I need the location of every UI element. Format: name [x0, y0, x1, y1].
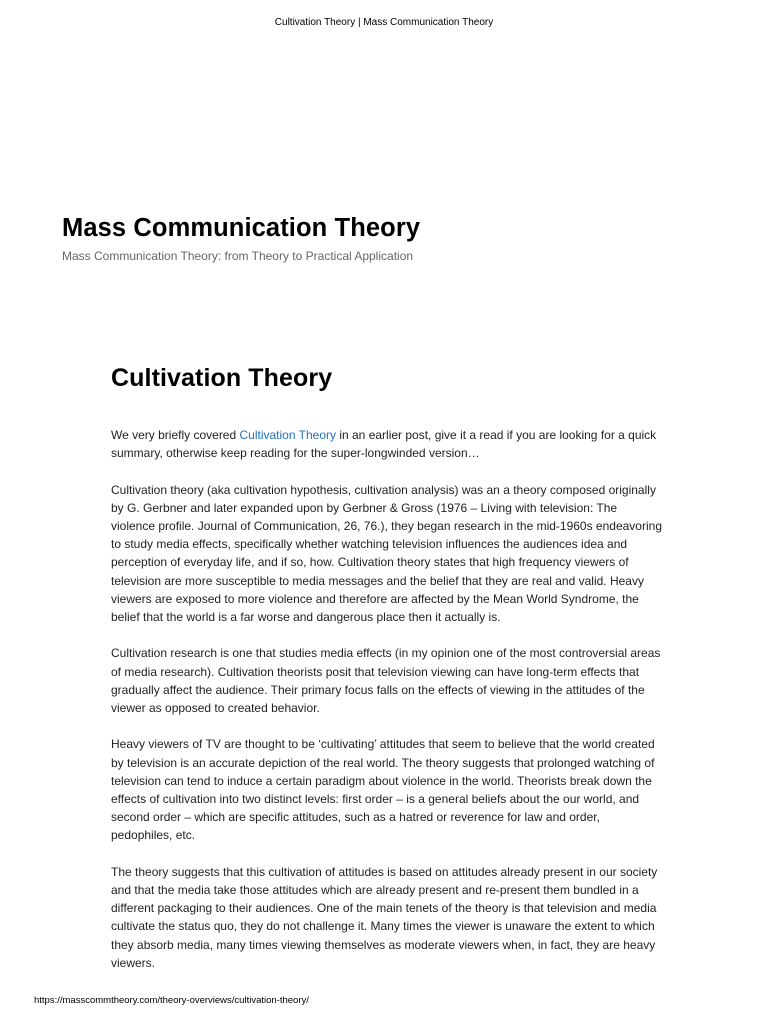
intro-text-before-link: We very briefly covered — [111, 428, 240, 442]
site-tagline: Mass Communication Theory: from Theory to Practical Application — [62, 249, 414, 263]
article-paragraph: Heavy viewers of TV are thought to be ‘cultivating’ attitudes that seem to believe that the world created by television is an accurate depiction of the real world. The theory suggests that prolonged watching of television can tend to induce a certain paradigm about violence in the world. Theorists break down the effects of cultivation into two distinct levels: first order – is a general beliefs about the our world, and second order – which are specific attitudes, such as a hatred or reverence for law and order, pedophiles, etc. — [111, 737, 655, 843]
article-paragraph: Cultivation research is one that studies media effects (in my opinion one of the most controversial areas of media research). Cultivation theorists posit that television viewing can have long-term effects that gradually affect the audience. Their primary focus falls on the effects of viewing in the attitudes of the viewer as opposed to created behavior. — [111, 646, 661, 716]
cultivation-theory-link[interactable]: Cultivation Theory — [239, 428, 336, 442]
intro-text-after-link: in an earlier post, give it a read if you are looking for a quick summary, otherwise keep reading for the super-longwinded version… — [111, 428, 657, 461]
print-header: Cultivation Theory | Mass Communication Theory — [274, 17, 494, 28]
print-footer-url: https://masscommtheory.com/theory-overviews/cultivation-theory/ — [34, 995, 309, 1006]
article-title: Cultivation Theory — [111, 364, 333, 392]
article — [111, 364, 663, 990]
site-title[interactable]: Mass Communication Theory — [62, 214, 421, 242]
intro-paragraph — [111, 426, 663, 462]
article-paragraph: Cultivation theory (aka cultivation hypothesis, cultivation analysis) was an a theory composed originally by G. Gerbner and later expanded upon by Gerbner & Gross (1976 – Living with television: The violence profile. Journal of Communication, 26, 76.), they began research in the mid-1960s endeavoring to study media effects, specifically whether watching television influences the audiences idea and perception of everyday life, and if so, how. Cultivation theory states that high frequency viewers of television are more susceptible to media messages and the belief that they are real and valid. Heavy viewers are exposed to more violence and therefore are affected by the Mean World Syndrome, the belief that the world is a far worse and dangerous place then it actually is. — [111, 482, 662, 625]
article-paragraph: The theory suggests that this cultivation of attitudes is based on attitudes already present in our society and that the media take those attitudes which are already present and re-present them bundled in a different packaging to their audiences. One of the main tenets of the theory is that television and media cultivate the status quo, they do not challenge it. Many times the viewer is unaware the extent to which they absorb media, many times viewing themselves as moderate viewers when, in fact, they are heavy viewers. — [111, 864, 658, 970]
